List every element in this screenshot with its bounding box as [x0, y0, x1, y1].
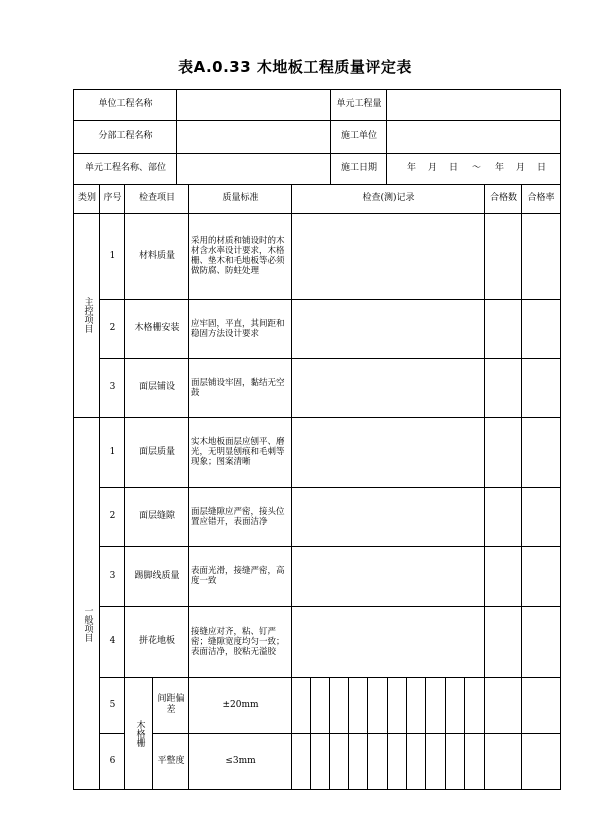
general-row-1-seq: 1 — [109, 446, 116, 457]
record-cell[interactable] — [292, 546, 485, 606]
main-row-1-standard: 采用的材质和铺设时的木材含水率设计要求，木格栅、垫木和毛地板等必须做防腐、防蛀处理 — [191, 236, 285, 276]
general-row-2-item: 面层缝隙 — [138, 511, 175, 521]
col-passed: 合格数 — [489, 193, 517, 203]
record-cell[interactable] — [292, 606, 485, 677]
measure-grid-line — [367, 677, 368, 790]
general-row-2-seq: 2 — [109, 511, 116, 521]
measure-grid-line — [406, 677, 407, 790]
measure-grid-line — [464, 677, 465, 790]
general-group-label: 一般项目 — [82, 605, 93, 642]
record-cell[interactable] — [292, 417, 485, 487]
grid-line — [99, 606, 561, 607]
general-row-3-item: 踢脚线质量 — [134, 570, 180, 581]
date-separator: ～ — [471, 163, 481, 173]
grid-line — [99, 358, 561, 359]
grid-line — [386, 89, 387, 184]
grid-line — [73, 417, 561, 418]
main-row-1-item: 材料质量 — [138, 250, 175, 261]
grid-line — [99, 299, 561, 300]
joist-subgroup-label: 木格栅 — [134, 720, 145, 747]
general-row-6-item: 平整度 — [157, 756, 185, 766]
date-day-2: 日 — [537, 163, 547, 173]
main-row-3-seq: 3 — [109, 382, 116, 392]
general-row-4-standard: 接缝应对齐，粘、钉严密；缝隙宽度均匀一致；表面洁净，胶粘无溢胶 — [191, 626, 285, 657]
grid-line — [73, 153, 561, 154]
general-row-3-seq: 3 — [109, 570, 116, 581]
sub-project-label: 分部工程名称 — [98, 131, 153, 141]
measure-grid-line — [348, 677, 349, 790]
element-label: 单元工程名称、部位 — [84, 163, 166, 173]
general-row-5-seq: 5 — [109, 699, 116, 710]
measure-grid-line — [445, 677, 446, 790]
unit-project-label: 单位工程名称 — [98, 99, 153, 109]
general-row-3-standard: 表面光滑，接缝严密，高度一致 — [191, 566, 285, 586]
col-category: 类别 — [77, 193, 96, 203]
col-item: 检查项目 — [138, 193, 175, 203]
grid-line — [152, 733, 561, 734]
unit-project-value[interactable] — [177, 89, 331, 120]
grid-line — [176, 89, 177, 184]
sub-project-value[interactable] — [177, 120, 331, 153]
general-row-1-item: 面层质量 — [138, 446, 175, 457]
col-seq: 序号 — [103, 193, 122, 203]
measure-grid-line — [329, 677, 330, 790]
general-row-6-seq: 6 — [109, 756, 116, 766]
main-row-2-item: 木格栅安装 — [134, 323, 180, 333]
general-row-5-item: 间距偏差 — [157, 694, 185, 715]
grid-line — [99, 733, 125, 734]
record-cell[interactable] — [292, 213, 485, 299]
unit-quantity-label: 单元工程量 — [336, 99, 382, 109]
main-row-2-seq: 2 — [109, 323, 116, 333]
record-cell[interactable] — [292, 299, 485, 358]
col-record: 检查(测)记录 — [362, 193, 415, 203]
grid-line — [99, 677, 561, 678]
measure-grid-line — [387, 677, 388, 790]
general-row-5-standard: ±20mm — [222, 699, 259, 710]
measure-grid-line — [425, 677, 426, 790]
form-title: 表A.0.33 木地板工程质量评定表 — [178, 58, 412, 76]
main-row-2-standard: 应牢固，平直，其间距和稳固方法设计要求 — [191, 318, 285, 339]
general-row-6-standard: ≤3mm — [225, 756, 256, 766]
main-group-label: 主控项目 — [82, 297, 93, 333]
grid-line — [73, 213, 561, 214]
main-row-3-item: 面层铺设 — [138, 382, 175, 392]
date-month-2: 月 — [516, 163, 526, 173]
grid-line — [330, 89, 331, 184]
main-row-1-seq: 1 — [109, 250, 116, 261]
grid-line — [99, 487, 561, 488]
date-label: 施工日期 — [340, 163, 377, 173]
date-value[interactable] — [387, 153, 560, 184]
table-border-top — [73, 89, 561, 90]
contractor-label: 施工单位 — [340, 131, 377, 141]
general-row-2-standard: 面层缝隙应严密，接头位置应错开，表面洁净 — [191, 506, 285, 527]
measure-grid-line — [310, 677, 311, 790]
date-month-1: 月 — [427, 163, 437, 173]
record-cell[interactable] — [292, 358, 485, 417]
date-day-1: 日 — [448, 163, 458, 173]
table-border-bottom — [73, 789, 561, 790]
general-row-4-item: 拼花地板 — [138, 636, 175, 646]
grid-line — [73, 184, 561, 185]
element-value[interactable] — [177, 153, 331, 184]
table-border-right — [560, 89, 561, 790]
general-row-4-seq: 4 — [109, 636, 116, 646]
record-cell[interactable] — [292, 487, 485, 546]
date-year-1: 年 — [406, 163, 416, 173]
grid-line — [73, 120, 561, 121]
grid-line — [99, 546, 561, 547]
date-year-2: 年 — [495, 163, 505, 173]
general-row-1-standard: 实木地板面层应刨平、磨光，无明显刨痕和毛刺等现象；图案清晰 — [191, 437, 285, 467]
main-row-3-standard: 面层铺设牢固，黏结无空鼓 — [191, 377, 285, 398]
contractor-value[interactable] — [387, 120, 560, 153]
table-border-left — [73, 89, 74, 790]
unit-quantity-value[interactable] — [387, 89, 560, 120]
col-standard: 质量标准 — [222, 193, 259, 203]
col-rate: 合格率 — [527, 193, 555, 203]
